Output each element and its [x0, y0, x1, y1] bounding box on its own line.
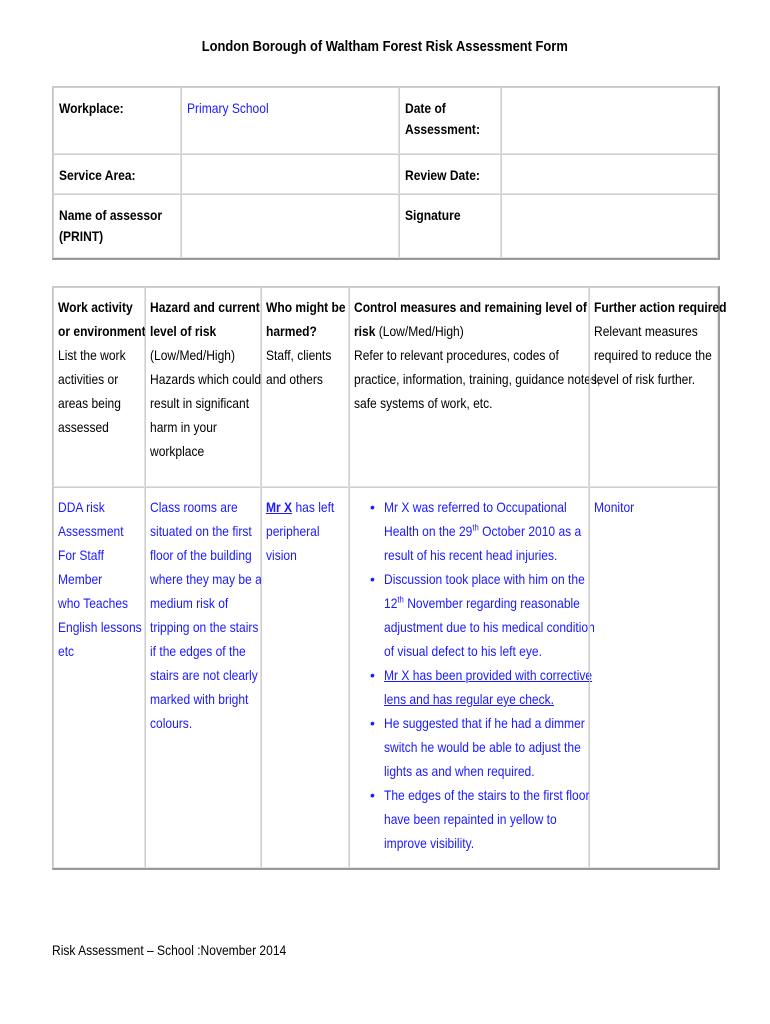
assessor-value-cell[interactable] [181, 194, 399, 258]
hazard-line: if the edges of the [150, 643, 246, 659]
risk-table [52, 286, 727, 870]
col-desc-line: level of risk further. [594, 371, 696, 387]
col-desc-line: harm in your [150, 419, 217, 435]
col-heading-line: or environment [58, 323, 146, 339]
control-line: • Mr X has been provided with corrective [384, 667, 593, 683]
col-desc-line: practice, information, training, guidance notes, [354, 371, 601, 387]
workplace-label-cell [53, 87, 181, 154]
signature-value-cell[interactable] [501, 194, 718, 258]
who-line: has left [292, 499, 335, 515]
control-line: have been repainted in yellow to [384, 811, 557, 827]
workplace-value: Primary School [187, 100, 269, 116]
col-desc-line: Hazards which could [150, 371, 262, 387]
assessor-label-cell [53, 194, 181, 258]
control-line: lights as and when required. [384, 763, 535, 779]
date-label-line2: Assessment: [405, 121, 480, 137]
col-heading-line: Who might be [266, 299, 346, 315]
header-table [52, 86, 720, 260]
col-heading-suffix: (Low/Med/High) [375, 323, 464, 339]
hazard-line: floor of the building [150, 547, 252, 563]
col-desc-line: required to reduce the [594, 347, 712, 363]
superscript: th [397, 594, 404, 605]
col-heading-line: harmed? [266, 323, 317, 339]
review-value-cell[interactable] [501, 154, 718, 194]
col-desc-line: activities or [58, 371, 119, 387]
col-desc-line: assessed [58, 419, 109, 435]
control-line: adjustment due to his medical condition [384, 619, 595, 635]
col-header-hazard [145, 287, 261, 487]
col-desc-line: areas being [58, 395, 121, 411]
control-item [366, 495, 588, 567]
date-value-cell[interactable] [501, 87, 718, 154]
activity-line: DDA risk [58, 499, 105, 515]
activity-line: For Staff [58, 547, 104, 563]
col-heading-line: Hazard and current [150, 299, 260, 315]
who-line: peripheral [266, 523, 320, 539]
cell-further[interactable] [589, 487, 718, 868]
workplace-value-cell[interactable] [181, 87, 399, 154]
control-line: of visual defect to his left eye. [384, 643, 542, 659]
col-heading-line: Further action required [594, 299, 727, 315]
review-label: Review Date: [405, 167, 480, 183]
hazard-line: colours. [150, 715, 193, 731]
signature-label-cell [399, 194, 501, 258]
service-label-cell [53, 154, 181, 194]
service-label: Service Area: [59, 167, 136, 183]
footer-text: Risk Assessment – School :November 2014 [52, 942, 287, 958]
hazard-line: where they may be a [150, 571, 262, 587]
activity-line: who Teaches [58, 595, 129, 611]
control-line: • Discussion took place with him on the [384, 571, 585, 587]
date-label-cell [399, 87, 501, 154]
col-desc-line: Staff, clients [266, 347, 332, 363]
control-line: • The edges of the stairs to the first floor [384, 787, 590, 803]
controls-list [366, 495, 595, 855]
further-action-value: Monitor [594, 499, 635, 515]
control-item [366, 711, 588, 783]
col-desc-line: and others [266, 371, 323, 387]
cell-who[interactable] [261, 487, 349, 868]
cell-hazard[interactable] [145, 487, 261, 868]
col-desc-line: safe systems of work, etc. [354, 395, 493, 411]
superscript: th [472, 522, 479, 533]
hazard-line: Class rooms are [150, 499, 238, 515]
hazard-line: medium risk of [150, 595, 229, 611]
control-line: • He suggested that if he had a dimmer [384, 715, 585, 731]
hazard-line: marked with bright [150, 691, 249, 707]
control-item [366, 567, 595, 663]
control-line: lens and has regular eye check. [384, 691, 555, 707]
workplace-label: Workplace: [59, 100, 124, 116]
form-title: London Borough of Waltham Forest Risk Assessment Form [201, 38, 569, 55]
date-label-line1: Date of [405, 100, 446, 116]
col-desc-line: Relevant measures [594, 323, 698, 339]
col-heading-line: level of risk [150, 323, 217, 339]
assessor-label-line1: Name of assessor [59, 207, 163, 223]
activity-line: Assessment [58, 523, 124, 539]
col-header-controls [349, 287, 601, 487]
who-line: vision [266, 547, 297, 563]
activity-line: Member [58, 571, 103, 587]
control-text: Health on the 29 [384, 523, 473, 539]
activity-line: English lessons [58, 619, 142, 635]
col-desc-line: (Low/Med/High) [150, 347, 235, 363]
who-name: Mr X [266, 499, 293, 515]
signature-label: Signature [405, 207, 461, 223]
control-text: 12 [384, 595, 398, 611]
col-heading-line: Control measures and remaining level of [354, 299, 587, 315]
col-heading-line: Work activity [58, 299, 133, 315]
hazard-line: stairs are not clearly [150, 667, 258, 683]
control-text: November regarding reasonable [403, 595, 580, 611]
col-header-further [589, 287, 727, 487]
control-line: improve visibility. [384, 835, 475, 851]
col-desc-line: List the work [58, 347, 126, 363]
col-desc-line: Refer to relevant procedures, codes of [354, 347, 559, 363]
cell-controls[interactable] [349, 487, 595, 868]
col-header-who [261, 287, 349, 487]
assessor-label-line2: (PRINT) [59, 228, 104, 244]
page-footer [52, 942, 324, 958]
hazard-line: tripping on the stairs [150, 619, 259, 635]
control-line: result of his recent head injuries. [384, 547, 558, 563]
col-heading-line: risk [354, 323, 376, 339]
hazard-line: situated on the first [150, 523, 252, 539]
col-header-activity [53, 287, 145, 487]
control-item [366, 783, 588, 855]
control-item [366, 663, 593, 711]
control-text: October 2010 as a [478, 523, 582, 539]
service-value-cell[interactable] [181, 154, 399, 194]
col-desc-line: workplace [150, 443, 205, 459]
col-desc-line: result in significant [150, 395, 250, 411]
cell-activity[interactable] [53, 487, 145, 868]
activity-line: etc [58, 643, 75, 659]
control-line: • Mr X was referred to Occupational [384, 499, 567, 515]
review-label-cell [399, 154, 501, 194]
control-line: switch he would be able to adjust the [384, 739, 581, 755]
